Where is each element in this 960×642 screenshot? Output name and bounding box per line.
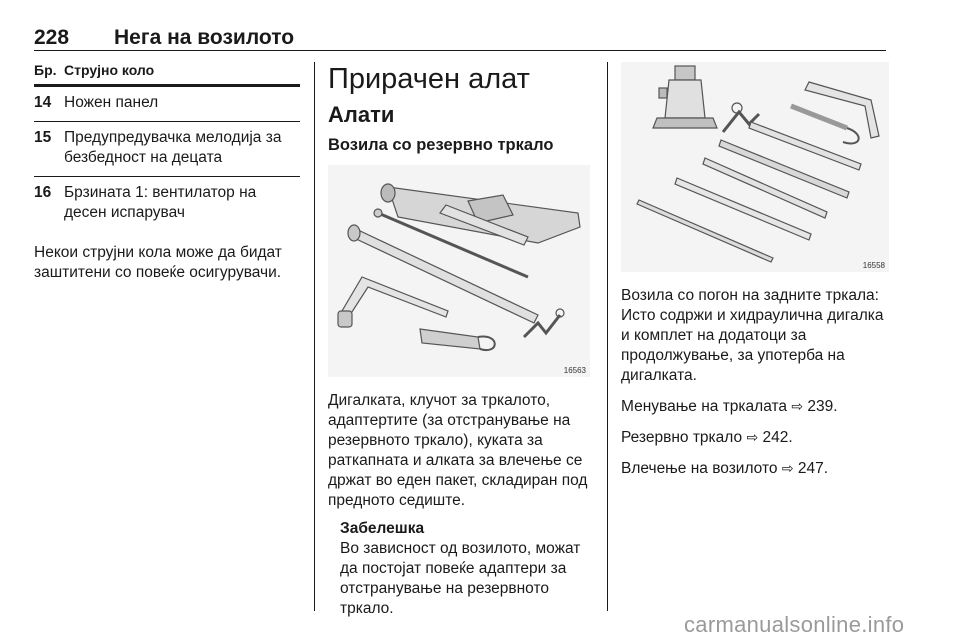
page-number: 228 — [34, 26, 70, 49]
reference-text: Резервно тркало — [621, 429, 743, 446]
row-number: 14 — [34, 94, 52, 111]
tools-paragraph: Дигалката, клучот за тркалото, адаптертите (за отстранување на резервното тркало), куката за раткапната и алката за влечење се држат во еден пакет, складиран под предното седиште. — [328, 392, 588, 509]
note-title: Забелешка — [340, 520, 425, 537]
page-header — [34, 26, 886, 51]
row-text: Предупредувачка мелодија за безбедност на децата — [64, 129, 282, 166]
reference-text: Менување на тркалата — [621, 398, 788, 415]
right-column — [621, 62, 889, 479]
illustration-code: 16563 — [563, 366, 586, 375]
fuse-table-header — [34, 62, 300, 87]
subsection-heading: Алати — [328, 102, 395, 127]
tools-illustration — [328, 165, 590, 377]
reference-page-link[interactable]: 242. — [762, 429, 793, 446]
table-row — [34, 177, 300, 231]
row-text: Брзината 1: вентилатор на десен испарувач — [64, 184, 257, 221]
reference-arrow-icon: ⇨ — [781, 460, 794, 476]
table-row — [34, 122, 300, 177]
middle-column — [328, 62, 590, 619]
reference-arrow-icon: ⇨ — [746, 429, 759, 445]
hydraulic-jack-drawing — [621, 62, 889, 272]
table-row — [34, 87, 300, 122]
row-number: 16 — [34, 184, 52, 201]
reference-spare-wheel — [621, 427, 889, 448]
page-title: Нега на возилото — [114, 26, 295, 49]
rwd-paragraph: Возила со погон на задните тркала: Исто содржи и хидраулична дигалка и комплет на додатоци за продолжување, за употерба на дигалката. — [621, 287, 884, 384]
reference-wheel-change — [621, 396, 889, 417]
jack-and-tools-drawing — [328, 165, 590, 377]
row-text: Ножен панел — [64, 94, 159, 111]
row-number: 15 — [34, 129, 52, 146]
col-header-number: Бр. — [34, 62, 57, 78]
reference-page-link[interactable]: 247. — [797, 460, 829, 477]
section-heading: Прирачен алат — [328, 63, 530, 95]
illustration-code: 16558 — [862, 261, 885, 270]
note-block — [340, 519, 590, 619]
col-header-circuit: Струјно коло — [64, 62, 155, 78]
reference-arrow-icon: ⇨ — [791, 398, 804, 414]
reference-towing — [621, 458, 889, 479]
watermark: carmanualsonline.info — [684, 612, 905, 637]
left-column — [34, 62, 300, 283]
note-text: Во зависност од возилото, можат да постојат повеќе адаптери за отстранување на резервното тркало. — [340, 540, 581, 617]
fuse-note: Некои струјни кола може да бидат заштитени со повеќе осигурувачи. — [34, 244, 282, 281]
reference-page-link[interactable]: 239. — [807, 398, 838, 415]
column-divider — [314, 62, 315, 611]
reference-text: Влечење на возилото — [621, 460, 778, 477]
sub-subsection-heading: Возила со резервно тркало — [328, 136, 554, 154]
hydraulic-jack-illustration — [621, 62, 889, 272]
column-divider — [607, 62, 608, 611]
